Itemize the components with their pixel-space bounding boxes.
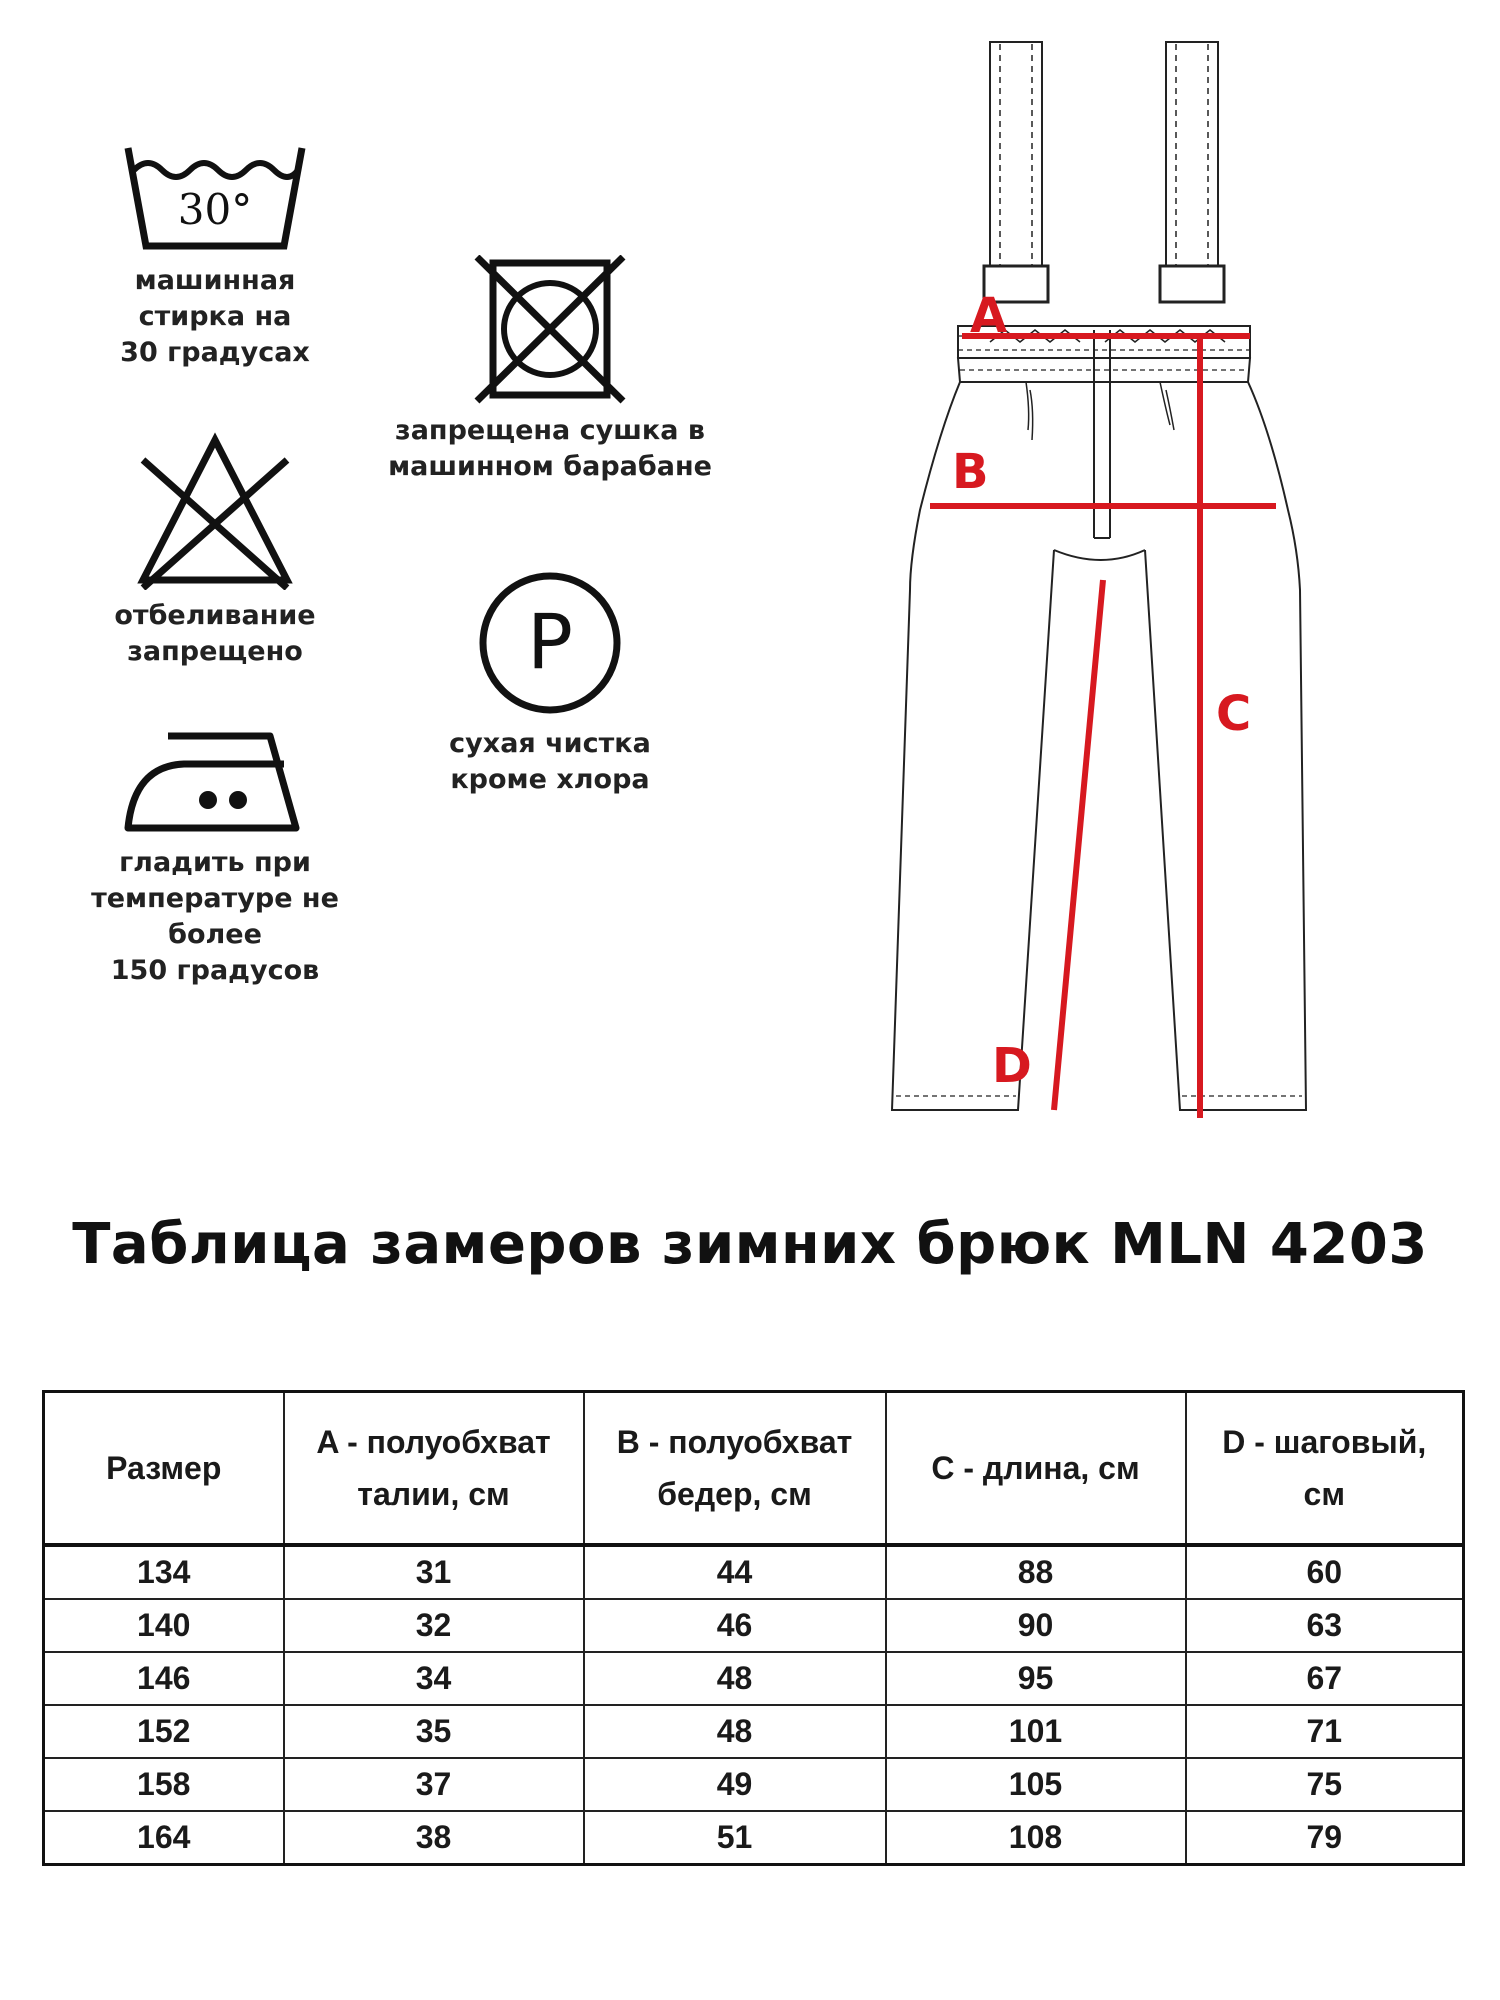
dry-clean-letter: P — [527, 597, 573, 686]
wash-temp: 30° — [177, 185, 253, 234]
table-cell: 46 — [584, 1599, 886, 1652]
table-cell: 75 — [1186, 1758, 1464, 1811]
column-header: B - полуобхват бедер, см — [584, 1392, 886, 1546]
table-header-row — [44, 1392, 1464, 1546]
table-cell: 35 — [284, 1705, 584, 1758]
table-row — [44, 1545, 1464, 1599]
dry-clean-p-icon — [475, 568, 625, 718]
table-cell: 108 — [886, 1811, 1186, 1865]
care-text-no-bleach: отбеливание запрещено — [114, 600, 316, 667]
table-cell: 105 — [886, 1758, 1186, 1811]
table-cell: 88 — [886, 1545, 1186, 1599]
no-bleach-icon — [125, 430, 305, 590]
table-cell: 95 — [886, 1652, 1186, 1705]
care-item-iron — [40, 722, 390, 989]
care-text-no-tumble: запрещена сушка в машинном барабане — [388, 415, 712, 482]
column-header: D - шаговый, см — [1186, 1392, 1464, 1546]
table-row — [44, 1652, 1464, 1705]
care-item-no-tumble — [370, 255, 730, 485]
care-text-dry-clean: сухая чистка кроме хлора — [449, 728, 651, 795]
wash-30-icon — [120, 140, 310, 255]
table-cell: 51 — [584, 1811, 886, 1865]
table-cell: 146 — [44, 1652, 284, 1705]
table-cell: 63 — [1186, 1599, 1464, 1652]
table-cell: 34 — [284, 1652, 584, 1705]
column-header: C - длина, см — [886, 1392, 1186, 1546]
table-cell: 134 — [44, 1545, 284, 1599]
column-header: Размер — [44, 1392, 284, 1546]
size-table — [42, 1390, 1465, 1866]
table-cell: 44 — [584, 1545, 886, 1599]
table-cell: 60 — [1186, 1545, 1464, 1599]
care-item-wash — [100, 140, 330, 371]
table-cell: 67 — [1186, 1652, 1464, 1705]
table-cell: 79 — [1186, 1811, 1464, 1865]
table-cell: 48 — [584, 1705, 886, 1758]
care-item-dry-clean — [420, 568, 680, 798]
table-cell: 31 — [284, 1545, 584, 1599]
table-row — [44, 1599, 1464, 1652]
table-cell: 140 — [44, 1599, 284, 1652]
iron-two-dots-icon — [120, 722, 310, 837]
table-cell: 90 — [886, 1599, 1186, 1652]
table-cell: 152 — [44, 1705, 284, 1758]
table-cell: 49 — [584, 1758, 886, 1811]
label-a: A — [970, 288, 1008, 344]
table-body — [44, 1545, 1464, 1865]
pants-measurement-diagram — [840, 30, 1360, 1140]
care-item-no-bleach — [95, 430, 335, 670]
table-cell: 38 — [284, 1811, 584, 1865]
table-cell: 71 — [1186, 1705, 1464, 1758]
care-text-wash: машинная стирка на 30 градусах — [120, 265, 310, 368]
table-cell: 32 — [284, 1599, 584, 1652]
table-cell: 37 — [284, 1758, 584, 1811]
care-text-iron: гладить при температуре не более 150 градусов — [91, 847, 339, 986]
table-row — [44, 1705, 1464, 1758]
table-cell: 158 — [44, 1758, 284, 1811]
label-d: D — [992, 1038, 1032, 1094]
table-cell: 48 — [584, 1652, 886, 1705]
table-cell: 101 — [886, 1705, 1186, 1758]
label-b: B — [952, 444, 989, 500]
table-row — [44, 1758, 1464, 1811]
label-c: C — [1216, 686, 1252, 742]
column-header: A - полуобхват талии, см — [284, 1392, 584, 1546]
page-title: Таблица замеров зимних брюк MLN 4203 — [72, 1212, 1428, 1277]
table-row — [44, 1811, 1464, 1865]
table-cell: 164 — [44, 1811, 284, 1865]
no-tumble-dry-icon — [465, 255, 635, 405]
